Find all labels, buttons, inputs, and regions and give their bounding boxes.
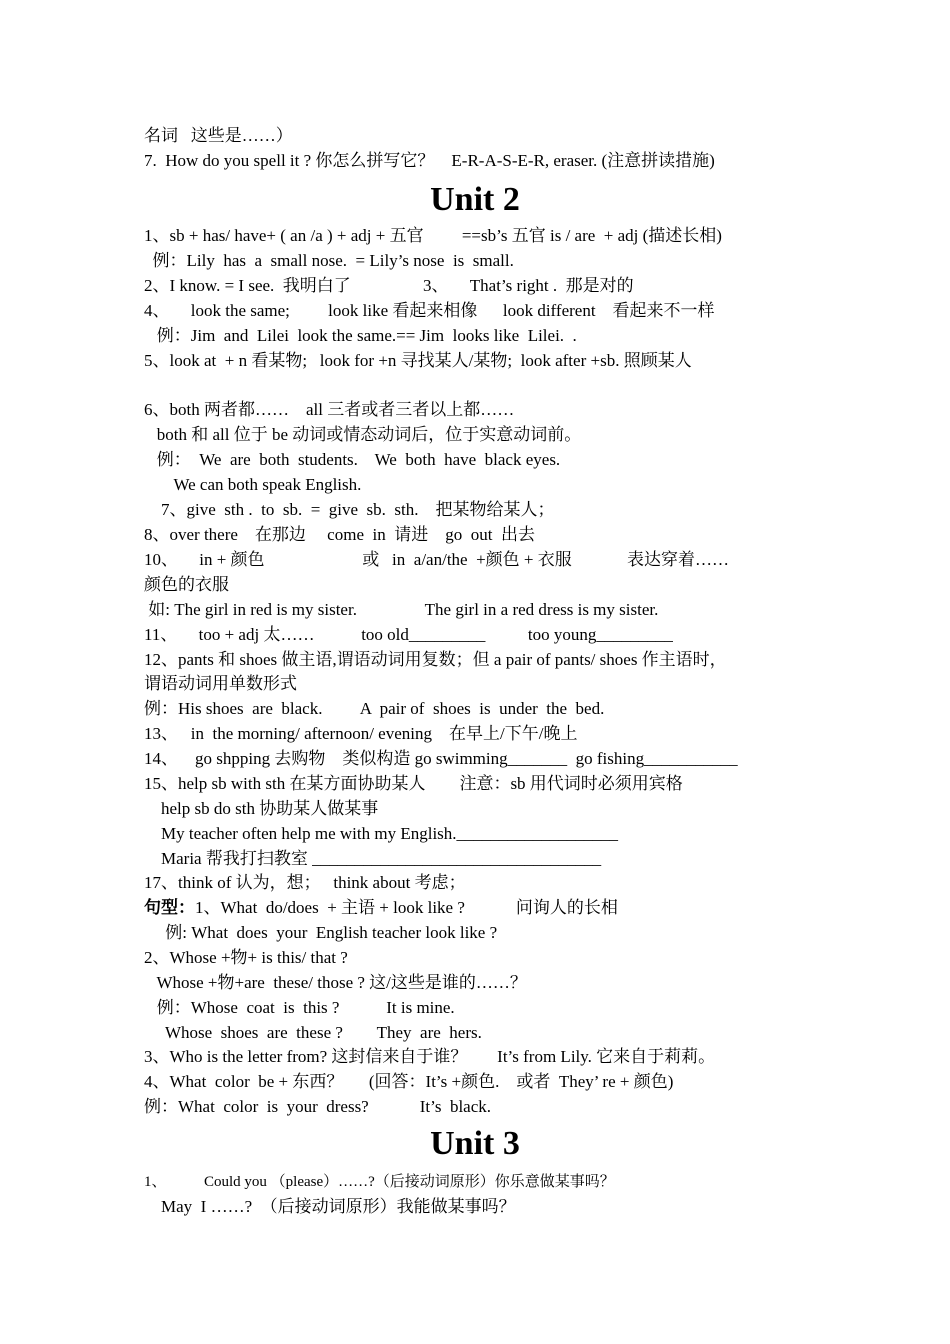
text-line: 例：Jim and Lilei look the same.== Jim looks like Lilei. .	[144, 326, 577, 345]
unit-3-heading: Unit 3	[430, 1125, 520, 1162]
text-line: 例：Lily has a small nose. = Lily’s nose is small.	[144, 251, 514, 270]
text-line: 例：What color is your dress? It’s black.	[144, 1097, 492, 1116]
text-line: 谓语动词用单数形式	[144, 674, 297, 693]
text-line: help sb do sth 协助某人做某事	[144, 799, 379, 818]
text-line: 3、Who is the letter from? 这封信来自于谁？ It’s from Lily. 它来自于莉莉。	[144, 1047, 716, 1066]
unit-2-heading: Unit 2	[430, 181, 520, 218]
text-line: 4、What color be + 东西？ (回答：It’s +颜色. 或者 They’ re + 颜色)	[144, 1072, 674, 1091]
text-line: 12、pants 和 shoes 做主语,谓语动词用复数；但 a pair of pants/ shoes 作主语时，	[144, 650, 727, 669]
text-line: 如: The girl in red is my sister. The girl in a red dress is my sister.	[144, 600, 659, 619]
text-line: 1、sb + has/ have+ ( an /a ) + adj + 五官 ==sb’s 五官 is / are + adj (描述长相)	[144, 226, 722, 245]
text-line: 7、give sth . to sb. = give sb. sth. 把某物给某人；	[144, 500, 555, 519]
text-line: 例：Whose coat is this ? It is mine.	[144, 998, 455, 1017]
text-line: 15、help sb with sth 在某方面协助某人 注意：sb 用代词时必须用宾格	[144, 774, 683, 793]
sentence-pattern-text: 1、What do/does + 主语 + look like ? 问询人的长相	[195, 898, 618, 917]
text-line: 14、 go shpping 去购物 类似构造 go swimming_______ go fishing___________	[144, 749, 738, 768]
sentence-pattern-line	[144, 896, 824, 920]
text-line: 17、think of 认为，想； think about 考虑；	[144, 873, 466, 892]
text-line: 11、 too + adj 太…… too old_________ too young_________	[144, 625, 673, 644]
text-line: 2、Whose +物+ is this/ that ?	[144, 948, 348, 967]
text-line: both 和 all 位于 be 动词或情态动词后，位于实意动词前。	[144, 425, 582, 444]
text-line: We can both speak English.	[144, 475, 362, 494]
text-line: 13、 in the morning/ afternoon/ evening 在早上/下午/晚上	[144, 724, 578, 743]
sentence-pattern-label: 句型：	[144, 898, 195, 917]
text-line: Whose +物+are these/ those ? 这/这些是谁的……？	[144, 973, 527, 992]
text-line: 名词 这些是……）	[144, 126, 293, 145]
text-line: 例： We are both students. We both have black eyes.	[144, 450, 561, 469]
text-line: Whose shoes are these ? They are hers.	[144, 1023, 482, 1042]
text-line: 1、 Could you （please）……?（后接动词原形）你乐意做某事吗？	[144, 1174, 615, 1190]
text-line: My teacher often help me with my English.___________________	[144, 824, 619, 843]
text-line: 4、 look the same; look like 看起来相像 look different 看起来不一样	[144, 301, 715, 320]
text-line: 10、 in + 颜色 或 in a/an/the +颜色 + 衣服 表达穿着……	[144, 550, 730, 569]
text-line: 7. How do you spell it ? 你怎么拼写它？ E-R-A-S-E-R, eraser. (注意拼读措施)	[144, 151, 715, 170]
text-line: 颜色的衣服	[144, 575, 229, 594]
text-line: 例：His shoes are black. A pair of shoes is under the bed.	[144, 699, 605, 718]
text-line: 6、both 两者都…… all 三者或者三者以上都……	[144, 400, 515, 419]
text-line: 5、look at + n 看某物; look for +n 寻找某人/某物; look after +sb. 照顾某人	[144, 351, 692, 370]
text-line: Maria 帮我打扫教室 __________________________________	[144, 849, 602, 868]
text-line: May I ……? （后接动词原形）我能做某事吗？	[144, 1197, 516, 1216]
text-line: 2、I know. = I see. 我明白了 3、 That’s right . 那是对的	[144, 276, 634, 295]
text-line: 8、over there 在那边 come in 请进 go out 出去	[144, 525, 535, 544]
text-line: 例: What does your English teacher look like ?	[144, 923, 498, 942]
